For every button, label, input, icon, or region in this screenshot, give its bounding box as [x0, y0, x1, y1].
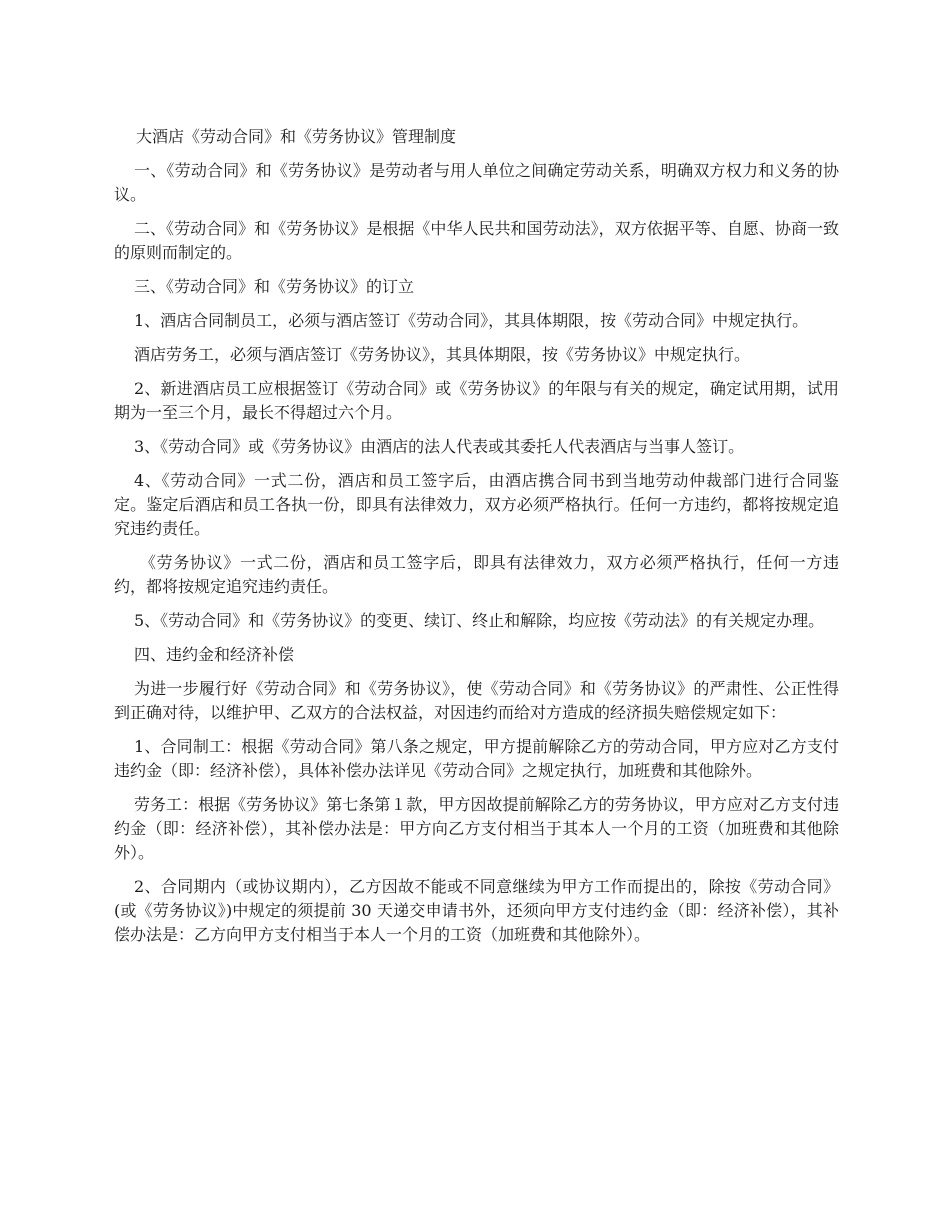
paragraph-3-4-service: 《劳务协议》一式二份，酒店和员工签字后，即具有法律效力，双方必须严格执行，任何一方违约，都将按规定追究违约责任。 — [114, 553, 839, 596]
section-heading-3: 三、《劳动合同》和《劳务协议》的订立 — [134, 277, 415, 296]
paragraph-4-2: 2、合同期内（或协议期内），乙方因故不能或不同意继续为甲方工作而提出的，除按《劳动合同》(或《劳务协议》)中规定的须提前 30 天递交申请书外，还须向甲方支付违约金（即：经济补偿），其补偿办法是：乙方向甲方支付相当于本人一个月的工资（加班费和其他除外）。 — [114, 877, 839, 944]
document-title: 大酒店《劳动合同》和《劳务协议》管理制度 — [136, 127, 457, 146]
paragraph-4-1: 1、合同制工：根据《劳动合同》第八条之规定，甲方提前解除乙方的劳动合同，甲方应对乙方支付违约金（即：经济补偿），具体补偿办法详见《劳动合同》之规定执行，加班费和其他除外。 — [114, 737, 839, 780]
paragraph-3-2: 2、新进酒店员工应根据签订《劳动合同》或《劳务协议》的年限与有关的规定，确定试用期，试用期为一至三个月，最长不得超过六个月。 — [114, 379, 839, 422]
paragraph-4-intro: 为进一步履行好《劳动合同》和《劳务协议》，使《劳动合同》和《劳务协议》的严肃性、公正性得到正确对待，以维护甲、乙双方的合法权益，对因违约而给对方造成的经济损失赔偿规定如下： — [114, 679, 839, 722]
paragraph-3-5: 5、《劳动合同》和《劳务协议》的变更、续订、终止和解除，均应按《劳动法》的有关规定办理。 — [134, 611, 825, 630]
paragraph-2: 二、《劳动合同》和《劳务协议》是根据《中华人民共和国劳动法》，双方依据平等、自愿、协商一致的原则而制定的。 — [114, 219, 839, 262]
paragraph-4-1-laborer: 劳务工：根据《劳务协议》第七条第１款，甲方因故提前解除乙方的劳务协议，甲方应对乙方支付违约金（即：经济补偿），其补偿办法是：甲方向乙方支付相当于其本人一个月的工资（加班费和其他除外）。 — [114, 795, 839, 862]
paragraph-3-4: 4、《劳动合同》一式二份，酒店和员工签字后，由酒店携合同书到当地劳动仲裁部门进行合同鉴定。鉴定后酒店和员工各执一份，即具有法律效力，双方必须严格执行。任何一方违约，都将按规定追究违约责任。 — [114, 471, 839, 538]
paragraph-3-3: 3、《劳动合同》或《劳务协议》由酒店的法人代表或其委托人代表酒店与当事人签订。 — [134, 437, 745, 456]
paragraph-1: 一、《劳动合同》和《劳务协议》是劳动者与用人单位之间确定劳动关系，明确双方权力和义务的协议。 — [114, 161, 839, 204]
document-page — [114, 125, 839, 957]
section-heading-4: 四、违约金和经济补偿 — [134, 645, 295, 664]
paragraph-3-1-laborer: 酒店劳务工，必须与酒店签订《劳务协议》，其具体期限，按《劳务协议》中规定执行。 — [134, 345, 751, 364]
paragraph-3-1: 1、酒店合同制员工，必须与酒店签订《劳动合同》，其具体期限，按《劳动合同》中规定执行。 — [134, 311, 809, 330]
